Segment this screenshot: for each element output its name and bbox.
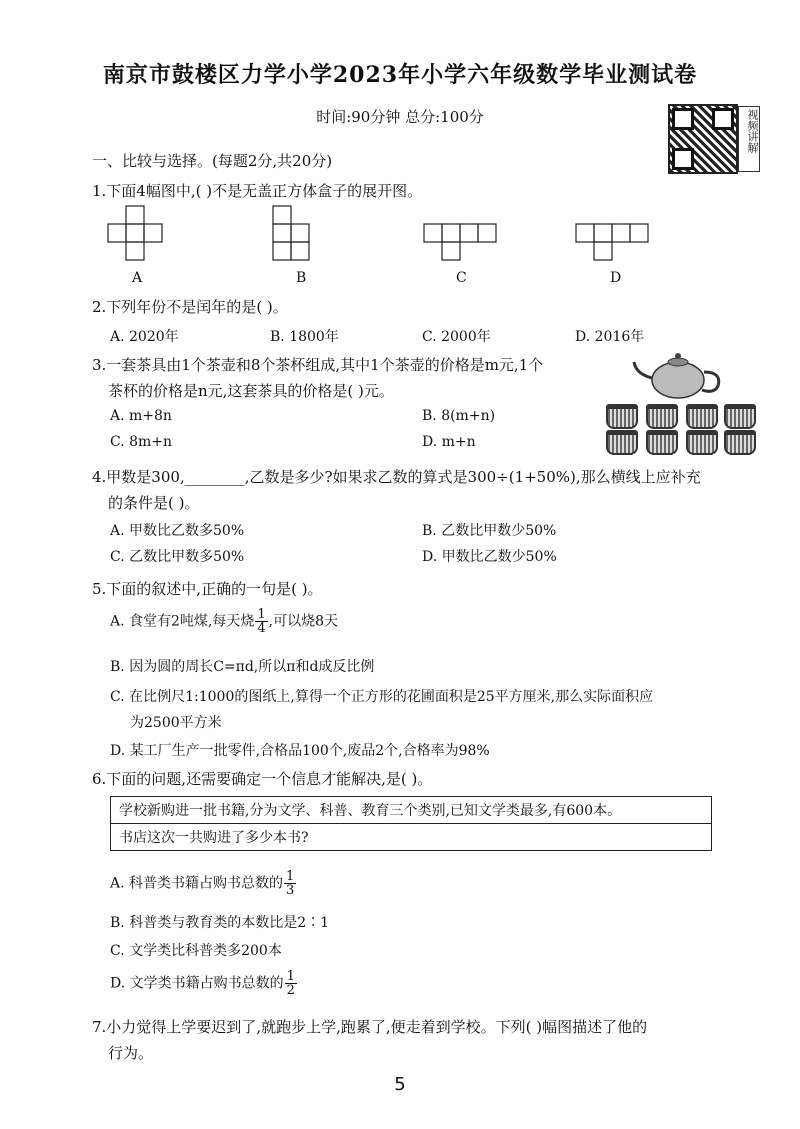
- net-a: [108, 206, 162, 260]
- qr-label: 视频讲解: [738, 106, 760, 172]
- net-label-c: C: [456, 270, 467, 286]
- q5-option-a-pre: A. 食堂有2吨煤,每天烧: [110, 613, 255, 630]
- question-2-stem: 2.下列年份不是闰年的是( )。: [92, 298, 288, 316]
- question-3-stem-line1: 3.一套茶具由1个茶壶和8个茶杯组成,其中1个茶壶的价格是m元,1个: [92, 356, 544, 374]
- question-1-stem: 1.下面4幅图中,( )不是无盖正方体盒子的展开图。: [92, 182, 423, 200]
- q6-box-line1: 学校新购进一批书籍,分为文学、科普、教育三个类别,已知文学类最多,有600本。: [111, 797, 711, 824]
- fraction-numerator: 1: [286, 969, 295, 984]
- q5-option-c-line2: 为2500平方米: [130, 715, 222, 731]
- question-5-stem: 5.下面的叙述中,正确的一句是( )。: [92, 580, 323, 598]
- qr-code[interactable]: [668, 104, 738, 174]
- net-c: [424, 224, 496, 260]
- fraction-denominator: 3: [286, 883, 295, 898]
- page-title: 南京市鼓楼区力学小学2023年小学六年级数学毕业测试卷: [102, 62, 698, 88]
- q6-option-a-pre: A. 科普类书籍占购书总数的: [110, 875, 284, 892]
- q2-option-d[interactable]: D. 2016年: [575, 329, 645, 345]
- teacup-icon: [646, 430, 678, 455]
- fraction-numerator: 1: [257, 607, 266, 622]
- q5-option-d[interactable]: D. 某工厂生产一批零件,合格品100个,废品2个,合格率为98%: [110, 743, 490, 759]
- q2-option-c[interactable]: C. 2000年: [422, 329, 491, 345]
- q3-option-c[interactable]: C. 8m+n: [110, 434, 173, 450]
- q5-option-c-line1[interactable]: C. 在比例尺1:1000的图纸上,算得一个正方形的花圃面积是25平方厘米,那么实际面积应: [110, 689, 654, 705]
- q6-option-a[interactable]: [110, 870, 297, 897]
- q4-option-d[interactable]: D. 甲数比乙数少50%: [422, 549, 557, 565]
- fraction-denominator: 4: [257, 621, 266, 636]
- teapot-icon: [630, 348, 726, 402]
- net-d: [576, 224, 648, 260]
- question-7-stem-line2: 行为。: [108, 1044, 154, 1062]
- page-number: 5: [394, 1074, 406, 1095]
- q2-option-b[interactable]: B. 1800年: [270, 329, 339, 345]
- time-score-info: 时间:90分钟 总分:100分: [316, 108, 484, 126]
- qr-corner-icon: [712, 108, 734, 130]
- teacup-icon: [686, 430, 718, 455]
- teacup-icon: [606, 430, 638, 455]
- fraction-denominator: 2: [286, 983, 295, 998]
- q6-option-c[interactable]: C. 文学类比科普类多200本: [110, 943, 282, 959]
- teacup-icon: [646, 404, 678, 429]
- q6-option-d[interactable]: [110, 970, 298, 997]
- question-3-stem-line2: 茶杯的价格是n元,这套茶具的价格是( )元。: [108, 382, 394, 400]
- question-4-stem-line2: 的条件是( )。: [108, 494, 200, 512]
- cube-nets-figure: [100, 198, 700, 270]
- section-heading: 一、比较与选择。(每题2分,共20分): [92, 152, 333, 170]
- q2-option-a[interactable]: A. 2020年: [110, 329, 179, 345]
- teacups-figure: [606, 404, 756, 454]
- teacup-icon: [724, 430, 756, 455]
- fraction-numerator: 1: [286, 869, 295, 884]
- q4-option-b[interactable]: B. 乙数比甲数少50%: [422, 523, 557, 539]
- q4-option-a[interactable]: A. 甲数比乙数多50%: [110, 523, 245, 539]
- q4-option-c[interactable]: C. 乙数比甲数多50%: [110, 549, 245, 565]
- question-4-stem-line1: 4.甲数是300,________,乙数是多少?如果求乙数的算式是300÷(1+50%),那么横线上应补充: [92, 468, 701, 486]
- qr-corner-icon: [672, 148, 694, 170]
- question-7-stem-line1: 7.小力觉得上学要迟到了,就跑步上学,跑累了,便走着到学校。下列( )幅图描述了他的: [92, 1018, 648, 1036]
- q3-option-a[interactable]: A. m+8n: [110, 408, 172, 424]
- q5-option-a-post: ,可以烧8天: [268, 613, 339, 630]
- net-label-a: A: [132, 270, 143, 286]
- q6-option-d-pre: D. 文学类书籍占购书总数的: [110, 975, 284, 992]
- fraction: [255, 608, 267, 635]
- fraction: [285, 970, 297, 997]
- q5-option-a[interactable]: [110, 608, 338, 635]
- teacup-icon: [606, 404, 638, 429]
- question-6-stem: 6.下面的问题,还需要确定一个信息才能解决,是( )。: [92, 770, 433, 788]
- teacup-icon: [686, 404, 718, 429]
- q5-option-b[interactable]: B. 因为圆的周长C=πd,所以π和d成反比例: [110, 659, 375, 675]
- q3-option-d[interactable]: D. m+n: [422, 434, 476, 450]
- q6-info-box: [110, 796, 712, 851]
- net-label-d: D: [610, 270, 622, 286]
- q6-option-b[interactable]: B. 科普类与教育类的本数比是2∶1: [110, 915, 330, 931]
- q3-option-b[interactable]: B. 8(m+n): [422, 408, 496, 424]
- teacup-icon: [724, 404, 756, 429]
- q6-box-line2: 书店这次一共购进了多少本书?: [119, 830, 309, 846]
- net-b: [273, 206, 309, 260]
- net-label-b: B: [296, 270, 307, 286]
- qr-corner-icon: [672, 108, 694, 130]
- fraction: [284, 870, 296, 897]
